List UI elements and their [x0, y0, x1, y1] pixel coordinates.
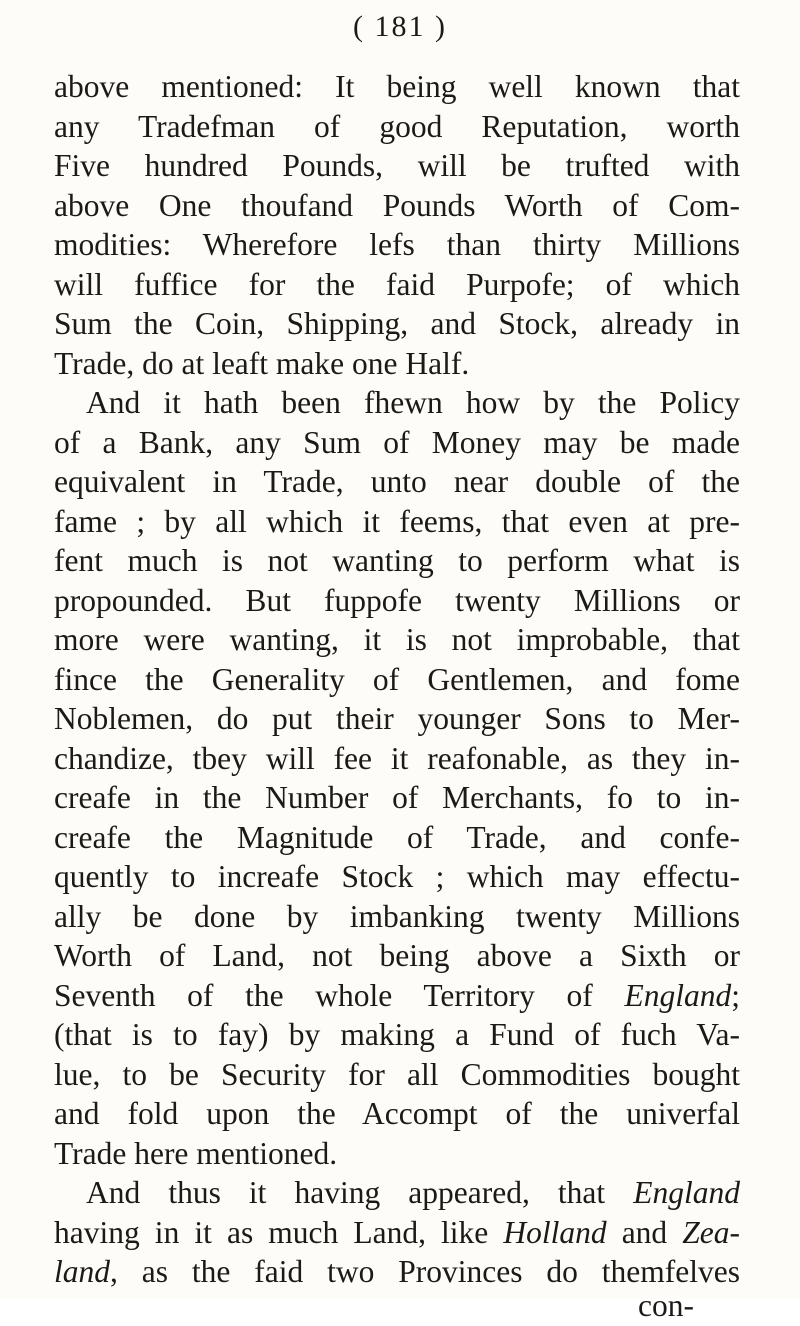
text-line [54, 699, 740, 739]
text-line [54, 146, 740, 186]
italic-text: England [633, 1175, 740, 1210]
text-line [54, 186, 740, 226]
text-line [54, 1134, 740, 1174]
text-line [54, 541, 740, 581]
text-run: Trade here mentioned. [54, 1136, 338, 1171]
text-line [86, 383, 740, 423]
text-line [54, 620, 740, 660]
text-run: above mentioned: It being well known that [54, 69, 740, 104]
text-run: And it hath been fhewn how by the Policy [86, 385, 740, 420]
text-run: , as the faid two Provinces do themfelves [110, 1254, 740, 1289]
text-line [54, 818, 740, 858]
text-run: and [606, 1215, 683, 1250]
text-run: con- [638, 1288, 694, 1323]
text-line [54, 1213, 740, 1253]
italic-text: Holland [503, 1215, 607, 1250]
italic-text: land [54, 1254, 111, 1289]
text-line [54, 857, 740, 897]
text-line [54, 423, 740, 463]
text-line [54, 739, 740, 779]
text-line [54, 107, 740, 147]
text-line [54, 344, 740, 384]
text-run: lue, to be Security for all Commodities bought [54, 1057, 740, 1092]
catchword [54, 1286, 694, 1326]
text-run: having in it as much Land, like [54, 1215, 504, 1250]
text-run: ; [731, 978, 740, 1013]
text-line [54, 265, 740, 305]
text-line [54, 225, 740, 265]
text-run: fame ; by all which it feems, that even at pre- [54, 504, 740, 539]
text-run: Noblemen, do put their younger Sons to Mer- [54, 701, 740, 736]
text-line [86, 1173, 740, 1213]
text-line [54, 581, 740, 621]
text-run: creafe in the Number of Merchants, fo to in- [54, 780, 740, 815]
text-line [54, 67, 740, 107]
text-run: Seventh of the whole Territory of [54, 978, 625, 1013]
text-run: of a Bank, any Sum of Money may be made [54, 425, 740, 460]
text-line [54, 897, 740, 937]
text-line [54, 660, 740, 700]
text-run: Trade, do at leaft make one Half. [54, 346, 470, 381]
text-line [54, 462, 740, 502]
text-run: more were wanting, it is not improbable, that [54, 622, 740, 657]
text-run: fince the Generality of Gentlemen, and fome [54, 662, 740, 697]
text-run: will fuffice for the faid Purpofe; of which [54, 267, 740, 302]
text-run: Sum the Coin, Shipping, and Stock, already in [54, 306, 740, 341]
text-run: modities: Wherefore lefs than thirty Millions [54, 227, 740, 262]
text-run: quently to increafe Stock ; which may effectu- [54, 859, 740, 894]
text-line [54, 1055, 740, 1095]
page-number-header: ( 181 ) [353, 10, 447, 43]
italic-text: England [624, 978, 732, 1013]
text-line [54, 1015, 740, 1055]
text-run: and fold upon the Accompt of the univerfal [54, 1096, 740, 1131]
text-line [54, 304, 740, 344]
text-run: above One thoufand Pounds Worth of Com- [54, 188, 740, 223]
italic-text: Zea- [682, 1215, 740, 1250]
text-line [54, 778, 740, 818]
text-run: Five hundred Pounds, will be trufted with [54, 148, 740, 183]
text-run: ally be done by imbanking twenty Millions [54, 899, 740, 934]
text-run: And thus it having appeared, that [86, 1175, 634, 1210]
text-run: any Tradefman of good Reputation, worth [54, 109, 740, 144]
text-run: propounded. But fuppofe twenty Millions or [54, 583, 740, 618]
text-line [54, 502, 740, 542]
text-line [54, 1094, 740, 1134]
text-line [54, 976, 740, 1016]
text-run: (that is to fay) by making a Fund of fuch Va- [54, 1017, 740, 1052]
text-run: Worth of Land, not being above a Sixth or [54, 938, 740, 973]
text-run: equivalent in Trade, unto near double of the [54, 464, 740, 499]
text-run: creafe the Magnitude of Trade, and confe- [54, 820, 740, 855]
text-run: chandize, tbey will fee it reafonable, as they in- [54, 741, 740, 776]
text-line [54, 936, 740, 976]
text-run: fent much is not wanting to perform what is [54, 543, 740, 578]
